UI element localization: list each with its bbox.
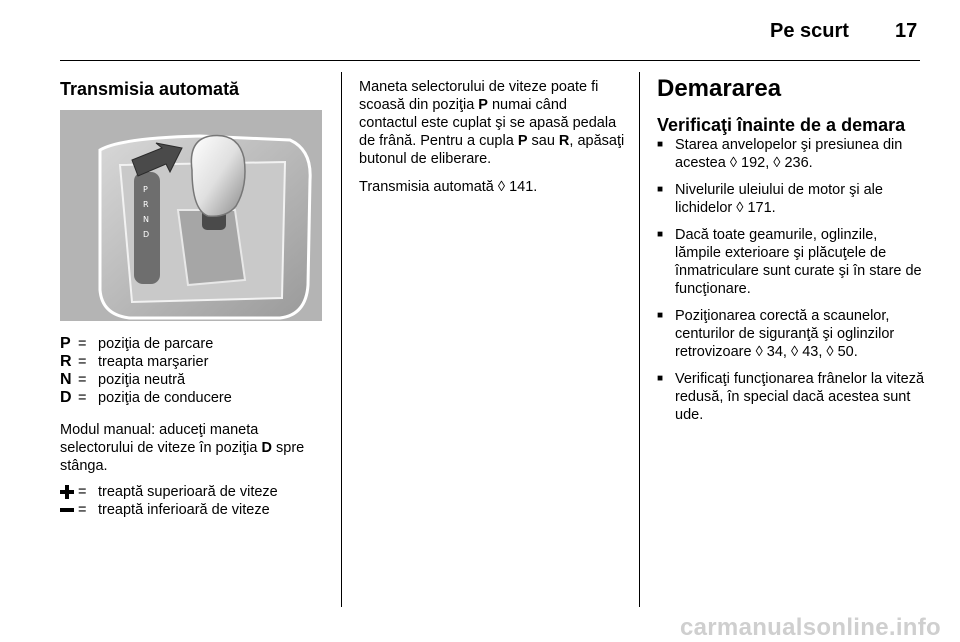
legend-text: treaptă inferioară de viteze (98, 502, 270, 518)
item-text: Nivelurile uleiului de motor şi ale lichidelor (675, 182, 883, 216)
legend-row (60, 389, 326, 407)
bullet-icon: ■ (657, 310, 664, 321)
selector-lever-paragraph (359, 78, 629, 168)
gear-selector-illustration (60, 110, 322, 321)
reference-label: Transmisia automată (359, 179, 498, 195)
gear-position-legend (60, 335, 326, 407)
page-ref-link[interactable]: 141. (509, 179, 538, 195)
column-1 (60, 78, 326, 519)
column-2 (359, 78, 629, 196)
list-item-text: Verificaţi funcţionarea frânelor la viteză redusă, în special dacă acestea sunt ude. (675, 371, 925, 423)
legend-key: N (60, 371, 72, 388)
legend-text: poziţia de conducere (98, 390, 232, 406)
list-item (657, 136, 927, 172)
list-item-text: Dacă toate geamurile, oglinzile, lămpile exterioare şi plăcuţele de înmatriculare sunt curate şi în stare de funcţionare. (675, 227, 922, 297)
svg-text:P: P (143, 185, 148, 194)
column-divider-1 (341, 72, 342, 607)
column-3 (657, 74, 927, 424)
paragraph-text: Maneta selectorului de viteze poate fi scoasă din poziţia (359, 79, 599, 113)
page-ref-link[interactable]: 34, (766, 344, 791, 360)
position-p-bold: P (478, 97, 488, 113)
legend-text: poziţia de parcare (98, 336, 214, 352)
manual-mode-paragraph (60, 421, 326, 475)
legend-text: poziţia neutră (98, 372, 186, 388)
paragraph-text: sau (527, 133, 559, 149)
list-item (657, 307, 927, 361)
legend-key: R (60, 353, 72, 370)
list-item (657, 226, 927, 298)
page-ref-icon: ◊ (790, 344, 799, 360)
page-ref-link[interactable]: 192, (741, 155, 774, 171)
legend-row-plus (60, 483, 326, 501)
section-title-automatic-transmission: Transmisia automată (60, 79, 240, 99)
transmission-reference (359, 178, 629, 196)
list-item-text (675, 181, 927, 217)
manual-mode-text: Modul manual: aduceţi maneta selectorului de viteze în poziţia (60, 422, 262, 456)
page-ref-icon: ◊ (826, 344, 834, 360)
check-list (657, 136, 927, 424)
watermark: carmanualsonline.info (680, 614, 942, 641)
page-header-title: Pe scurt (770, 20, 849, 42)
legend-row (60, 353, 326, 371)
svg-text:D: D (143, 230, 150, 239)
position-p-bold: P (517, 133, 528, 149)
page-ref-icon: ◊ (755, 344, 763, 360)
legend-equals: = (78, 390, 87, 406)
legend-row-minus (60, 501, 326, 519)
svg-text:R: R (143, 200, 149, 209)
legend-row (60, 371, 326, 389)
page-ref-icon: ◊ (736, 200, 744, 216)
legend-equals: = (78, 354, 87, 370)
plus-icon (60, 483, 78, 501)
position-d-bold: D (261, 440, 272, 456)
manual-mode-text-end: spre stânga. (60, 440, 305, 474)
legend-key: D (60, 389, 72, 406)
legend-equals: = (78, 484, 87, 500)
header-rule (60, 60, 920, 61)
page-ref-icon: ◊ (497, 179, 506, 195)
page-ref-link[interactable]: 171. (747, 200, 776, 216)
page-number: 17 (895, 20, 918, 42)
legend-text: treapta marşarier (98, 354, 209, 370)
column-divider-2 (639, 72, 640, 607)
item-text: Starea anvelopelor şi presiunea din acestea (675, 137, 903, 171)
minus-icon (60, 501, 78, 519)
bullet-icon: ■ (657, 139, 664, 150)
section-title-starting: Demararea (657, 75, 782, 102)
item-text: Poziţionarea corectă a scaunelor, centurilor de siguranţă şi oglinzilor retrovizoare (675, 308, 895, 360)
page-ref-link[interactable]: 43, (802, 344, 827, 360)
page-ref-link[interactable]: 236. (784, 155, 813, 171)
paragraph-text: numai când contactul este cuplat şi se apasă pedala de frână. Pentru a cupla (359, 97, 617, 149)
bullet-icon: ■ (657, 373, 664, 384)
paragraph-text: , apăsaţi butonul de eliberare. (359, 133, 625, 167)
legend-row (60, 335, 326, 353)
page-ref-icon: ◊ (729, 155, 737, 171)
bullet-icon: ■ (657, 229, 664, 240)
legend-equals: = (78, 372, 87, 388)
page-ref-link[interactable]: 50. (837, 344, 858, 360)
legend-equals: = (78, 502, 87, 518)
list-item (657, 370, 927, 424)
list-item-text (675, 307, 927, 361)
bullet-icon: ■ (657, 184, 664, 195)
svg-text:N: N (143, 215, 149, 224)
position-r-bold: R (558, 133, 570, 149)
legend-equals: = (78, 336, 87, 352)
list-item-text (675, 136, 927, 172)
legend-key: P (60, 335, 71, 352)
subsection-title-checks: Verificaţi înainte de a demara (657, 115, 906, 135)
list-item (657, 181, 927, 217)
legend-text: treaptă superioară de viteze (98, 484, 278, 500)
page-ref-icon: ◊ (773, 155, 781, 171)
manual-shift-legend (60, 483, 326, 519)
